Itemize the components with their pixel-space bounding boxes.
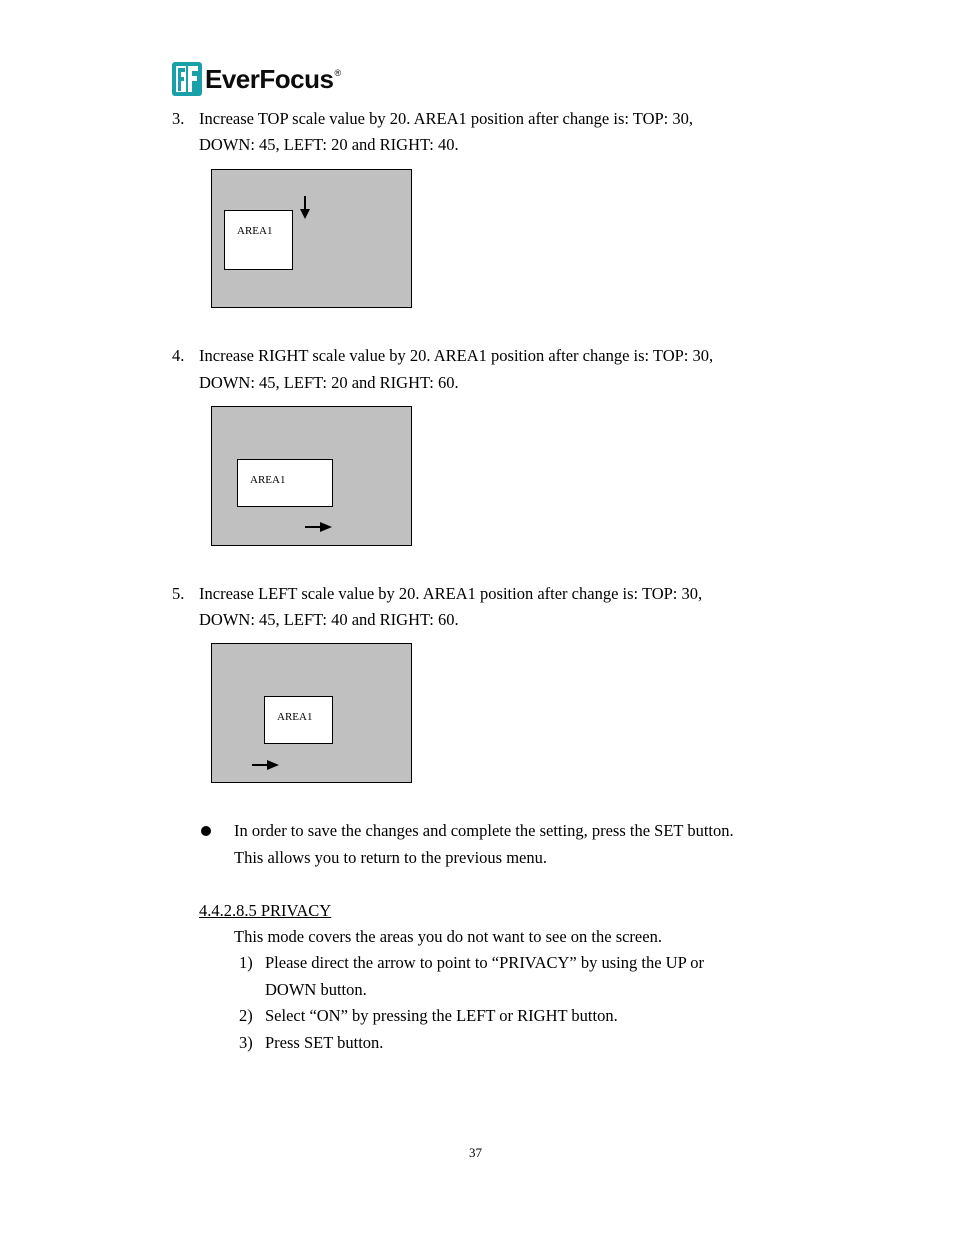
step-4-diagram [211, 406, 412, 546]
privacy-item-1-line-2: DOWN button. [265, 980, 367, 999]
logo-brand-text: EverFocus [205, 64, 334, 94]
down-arrow-icon [298, 195, 312, 221]
area1-label: AREA1 [237, 225, 273, 237]
area1-box [237, 459, 333, 507]
step-3-diagram [211, 169, 412, 308]
step-5-line-2: DOWN: 45, LEFT: 40 and RIGHT: 60. [199, 610, 459, 629]
right-arrow-icon [304, 520, 334, 534]
everfocus-logo-icon [172, 62, 202, 96]
area1-box [224, 210, 293, 270]
everfocus-logo [172, 62, 341, 96]
step-3-line-1: Increase TOP scale value by 20. AREA1 position after change is: TOP: 30, [199, 109, 693, 128]
page-number: 37 [469, 1145, 482, 1160]
step-3-number: 3. [172, 109, 185, 128]
privacy-item-2-number: 2) [239, 1006, 253, 1025]
step-5-line-1: Increase LEFT scale value by 20. AREA1 position after change is: TOP: 30, [199, 584, 703, 603]
note-line-1: In order to save the changes and complete the setting, press the SET button. [234, 821, 734, 840]
privacy-item-1-line-1: Please direct the arrow to point to “PRIVACY” by using the UP or [265, 953, 705, 972]
area1-label: AREA1 [250, 474, 286, 486]
section-heading: 4.4.2.8.5 PRIVACY [199, 901, 332, 920]
area1-label: AREA1 [277, 711, 313, 723]
privacy-item-1-number: 1) [239, 953, 253, 972]
step-5-diagram [211, 643, 412, 783]
step-5-number: 5. [172, 584, 185, 603]
right-arrow-icon [251, 758, 281, 772]
logo-registered-mark: ® [334, 68, 342, 78]
step-4-line-1: Increase RIGHT scale value by 20. AREA1 position after change is: TOP: 30, [199, 346, 714, 365]
area1-box [264, 696, 333, 744]
bullet-icon [201, 826, 211, 836]
step-4-number: 4. [172, 346, 185, 365]
section-intro: This mode covers the areas you do not want to see on the screen. [234, 927, 662, 946]
note-line-2: This allows you to return to the previous menu. [234, 848, 547, 867]
privacy-item-2-line-1: Select “ON” by pressing the LEFT or RIGHT button. [265, 1006, 618, 1025]
privacy-item-3-number: 3) [239, 1033, 253, 1052]
step-3-line-2: DOWN: 45, LEFT: 20 and RIGHT: 40. [199, 135, 459, 154]
privacy-item-3-line-1: Press SET button. [265, 1033, 384, 1052]
step-4-line-2: DOWN: 45, LEFT: 20 and RIGHT: 60. [199, 373, 459, 392]
